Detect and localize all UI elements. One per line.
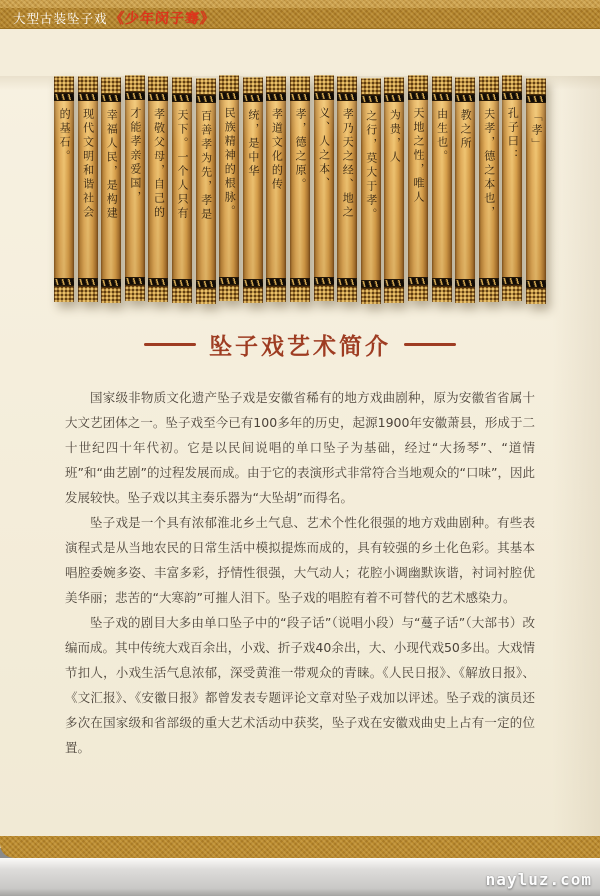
slip-binding-cord xyxy=(125,277,145,285)
slip-binding-cord xyxy=(196,280,216,288)
slip-cap-bottom xyxy=(148,286,168,302)
slip-binding-cord xyxy=(219,92,239,100)
slip-binding-cord xyxy=(502,92,522,100)
slip-cap-top xyxy=(314,75,334,92)
slip-cap-bottom xyxy=(101,287,121,303)
scan-edge-strip xyxy=(0,858,600,896)
bamboo-slip xyxy=(101,77,121,303)
section-title-row xyxy=(0,328,600,361)
slip-cap-top xyxy=(78,76,98,93)
slip-text: 「孝」 xyxy=(529,110,543,152)
slip-cap-bottom xyxy=(408,285,428,301)
bamboo-slip xyxy=(337,76,357,302)
slip-binding-cord xyxy=(125,92,145,100)
bamboo-slip xyxy=(54,76,74,302)
slip-cap-top xyxy=(290,76,310,93)
slip-binding-cord xyxy=(54,278,74,286)
slip-cap-top xyxy=(148,76,168,93)
slip-text: 才能孝亲爱国， xyxy=(128,107,142,205)
slip-binding-cord xyxy=(526,95,546,103)
section-title: 坠子戏艺术简介 xyxy=(209,333,391,360)
slip-cap-bottom xyxy=(196,288,216,304)
slip-text: 孔子曰： xyxy=(506,107,520,163)
slip-binding-cord xyxy=(54,93,74,101)
intro-paragraph-3: 坠子戏的剧目大多由单口坠子中的“段子话”（说唱小段）与“蔓子话”（大部书）改编而成。其中传统大戏百余出，小戏、折子戏40余出，大、小现代戏50多出。大戏情节扣人，小戏生活气息浓郁，深受黄淮一带观众的青睐。《人民日报》、《解放日报》、《文汇报》、《安徽日报》都曾发表专题评论文章对坠子戏加以评述。坠子戏的演员还多次在国家级和省部级的重大艺术活动中获奖，坠子戏在安徽戏曲史上占有一定的位置。 xyxy=(65,615,535,755)
slip-cap-bottom xyxy=(314,285,334,301)
slip-cap-top xyxy=(408,75,428,92)
bamboo-slip xyxy=(172,77,192,303)
slip-binding-cord xyxy=(172,279,192,287)
slip-cap-top xyxy=(54,76,74,93)
slip-cap-top xyxy=(432,76,452,93)
slip-cap-bottom xyxy=(526,288,546,304)
slip-binding-cord xyxy=(479,93,499,101)
bamboo-slip xyxy=(290,76,310,302)
slip-binding-cord xyxy=(290,93,310,101)
slip-cap-top xyxy=(243,77,263,94)
slip-binding-cord xyxy=(243,279,263,287)
slip-binding-cord xyxy=(479,278,499,286)
slip-cap-top xyxy=(172,77,192,94)
slip-text: 之行，莫大于孝。 xyxy=(364,110,378,222)
bamboo-slip xyxy=(243,77,263,303)
intro-paragraph-2: 坠子戏是一个具有浓郁淮北乡土气息、艺术个性化很强的地方戏曲剧种。有些表演程式是从当地农民的日常生活中模拟提炼而成的，具有较强的乡土化色彩。其基本唱腔委婉多姿、丰富多彩，抒情性很强，大气动人；花腔小调幽默诙谐，衬词衬腔优美华丽；悲苦的“大寒韵”可摧人泪下。坠子戏的唱腔有着不可替代的艺术感染力。 xyxy=(65,515,535,605)
header-bar xyxy=(0,8,600,29)
slip-binding-cord xyxy=(455,94,475,102)
slip-text: 幸福人民，是构建 xyxy=(105,109,119,221)
slip-binding-cord xyxy=(101,94,121,102)
slip-cap-bottom xyxy=(219,285,239,301)
slip-binding-cord xyxy=(172,94,192,102)
slip-binding-cord xyxy=(408,92,428,100)
bamboo-slip xyxy=(526,78,546,304)
slip-text: 义、人之本、 xyxy=(317,107,331,191)
bamboo-slip xyxy=(219,75,239,301)
watermark: nayluz.com xyxy=(485,870,592,889)
slip-text: 教之所 xyxy=(459,109,473,151)
slip-cap-bottom xyxy=(172,287,192,303)
slip-cap-top xyxy=(502,75,522,92)
slip-text: 由生也。 xyxy=(435,108,449,164)
slip-cap-bottom xyxy=(78,286,98,302)
slip-binding-cord xyxy=(408,277,428,285)
slip-binding-cord xyxy=(78,278,98,286)
slip-cap-top xyxy=(479,76,499,93)
slip-cap-top xyxy=(526,78,546,95)
slip-binding-cord xyxy=(432,278,452,286)
slip-text: 孝乃天之经、地之 xyxy=(341,108,355,220)
slip-binding-cord xyxy=(78,93,98,101)
slip-text: 为贵，人 xyxy=(388,109,402,165)
slip-text: 孝，德之原。 xyxy=(294,108,307,192)
slip-binding-cord xyxy=(502,277,522,285)
slip-cap-bottom xyxy=(266,286,286,302)
slip-cap-top xyxy=(337,76,357,93)
bamboo-slip xyxy=(314,75,334,301)
slip-cap-bottom xyxy=(479,286,499,302)
bamboo-slip xyxy=(479,76,499,302)
slip-cap-top xyxy=(196,78,216,95)
title-dash-left xyxy=(144,343,196,346)
slip-text: 天下。一个人只有 xyxy=(176,109,190,221)
slip-text: 天地之性，唯人 xyxy=(411,107,425,205)
slip-binding-cord xyxy=(290,278,310,286)
slip-binding-cord xyxy=(361,280,381,288)
slip-binding-cord xyxy=(455,279,475,287)
slip-binding-cord xyxy=(196,95,216,103)
slip-binding-cord xyxy=(266,278,286,286)
slip-cap-bottom xyxy=(432,286,452,302)
slip-cap-bottom xyxy=(361,288,381,304)
slip-cap-top xyxy=(384,77,404,94)
bamboo-slip xyxy=(408,75,428,301)
slip-binding-cord xyxy=(526,280,546,288)
slip-cap-top xyxy=(361,78,381,95)
slip-cap-bottom xyxy=(125,285,145,301)
slip-binding-cord xyxy=(148,278,168,286)
slip-binding-cord xyxy=(384,94,404,102)
slip-binding-cord xyxy=(101,279,121,287)
slip-binding-cord xyxy=(314,92,334,100)
bamboo-slip xyxy=(455,77,475,303)
slip-text: 统，是中华 xyxy=(246,109,260,179)
slip-text: 百善孝为先，孝是 xyxy=(199,110,213,222)
slip-cap-bottom xyxy=(54,286,74,302)
slip-cap-top xyxy=(125,75,145,92)
slip-cap-bottom xyxy=(502,285,522,301)
bamboo-slip xyxy=(125,75,145,301)
slip-binding-cord xyxy=(148,93,168,101)
play-title: 《少年闵子骞》 xyxy=(108,11,216,27)
bamboo-slip xyxy=(361,78,381,304)
slip-cap-top xyxy=(266,76,286,93)
title-dash-right xyxy=(404,343,456,346)
slip-text: 现代文明和谐社会 xyxy=(81,108,95,220)
slip-cap-bottom xyxy=(290,286,310,302)
slip-text: 孝道文化的传 xyxy=(270,108,284,192)
bamboo-slip xyxy=(432,76,452,302)
slip-cap-bottom xyxy=(384,287,404,303)
slip-cap-top xyxy=(101,77,121,94)
top-gold-strip xyxy=(0,0,600,8)
slip-text: 孝敬父母，自己的 xyxy=(152,108,166,220)
slip-binding-cord xyxy=(432,93,452,101)
bamboo-slip xyxy=(384,77,404,303)
bottom-gold-band xyxy=(0,836,600,858)
bamboo-slip xyxy=(196,78,216,304)
slip-binding-cord xyxy=(243,94,263,102)
slip-binding-cord xyxy=(219,277,239,285)
slip-binding-cord xyxy=(384,279,404,287)
bamboo-slip xyxy=(266,76,286,302)
slip-text: 夫孝，德之本也， xyxy=(482,108,496,220)
slip-binding-cord xyxy=(361,95,381,103)
slip-binding-cord xyxy=(337,278,357,286)
slip-cap-top xyxy=(219,75,239,92)
slip-cap-top xyxy=(455,77,475,94)
slip-cap-bottom xyxy=(243,287,263,303)
bamboo-slip xyxy=(502,75,522,301)
production-label: 大型古装坠子戏 xyxy=(13,11,108,26)
intro-paragraph-1: 国家级非物质文化遗产坠子戏是安徽省稀有的地方戏曲剧种，原为安徽省省属十大文艺团体之一。坠子戏至今已有100多年的历史，起源1900年安徽萧县，形成于二十世纪四十年代初。它是以民间说唱的单口坠子为基础，经过“大扬琴”、“道情班”和“曲艺剧”的过程发展而成。由于它的表演形式非常符合当地观众的“口味”，因此发展较快。坠子戏以其主奏乐器为“大坠胡”而得名。 xyxy=(65,390,535,505)
slip-cap-bottom xyxy=(455,287,475,303)
slip-binding-cord xyxy=(266,93,286,101)
slip-text: 民族精神的根脉。 xyxy=(223,107,237,219)
slip-text: 的基石。 xyxy=(58,108,72,164)
slip-binding-cord xyxy=(314,277,334,285)
page-body xyxy=(0,76,600,836)
bamboo-slip xyxy=(148,76,168,302)
slip-cap-bottom xyxy=(337,286,357,302)
slip-binding-cord xyxy=(337,93,357,101)
intro-text-block xyxy=(65,385,535,760)
bamboo-scroll xyxy=(54,76,546,302)
bamboo-slip xyxy=(78,76,98,302)
